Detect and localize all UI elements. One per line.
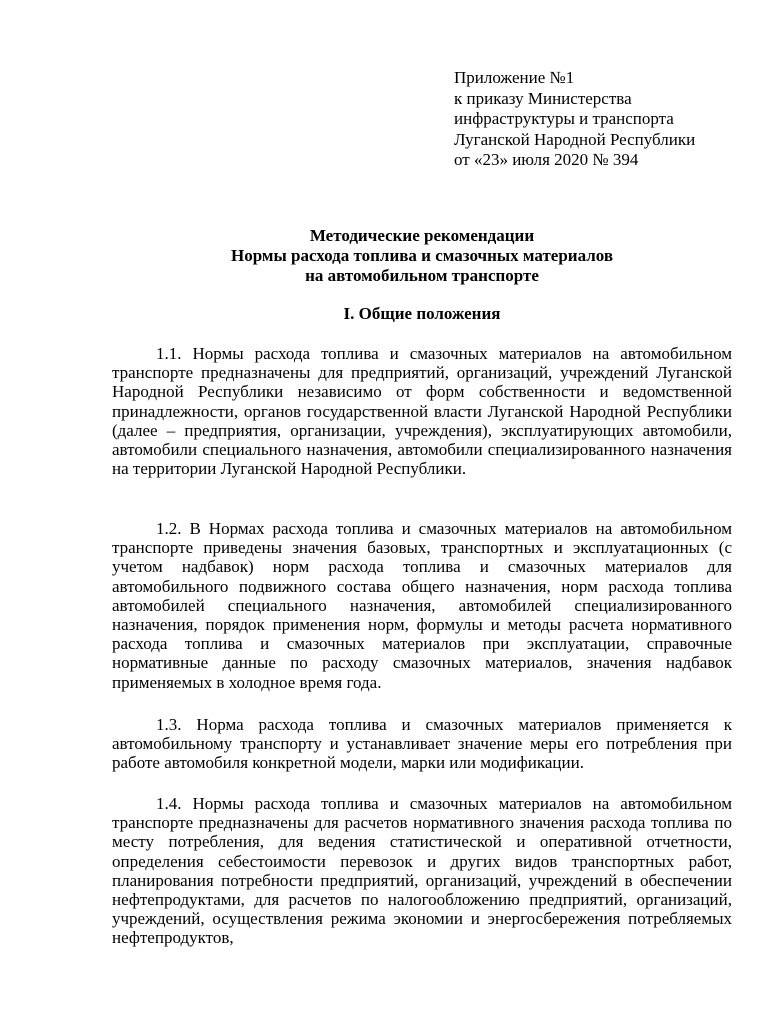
paragraph-number: 1.3. (156, 715, 182, 734)
paragraph-1-2 (112, 519, 732, 692)
appendix-block (454, 68, 754, 171)
paragraph-1-3 (112, 715, 732, 773)
paragraph-text: Нормы расхода топлива и смазочных материалов на автомобильном транспорте предназначены для расчетов нормативного значения расхода топлива по месту потребления, для ведения статистической и оперативной отчетности, определения себестоимости перевозок и других видов транспортных работ, планирования потребности предприятий, организаций, учреждений в обеспечении нефтепродуктами, для расчетов по налогообложению предприятий, организаций, учреждений, осуществления режима экономии и энергосбережения потребляемых нефтепродуктов, (112, 794, 732, 948)
paragraph-1-1 (112, 344, 732, 478)
title-line: на автомобильном транспорте (305, 266, 539, 285)
paragraph-text: Нормы расхода топлива и смазочных материалов на автомобильном транспорте предназначены для предприятий, организаций, учреждений Луганской Народной Республики независимо от форм собственности и ведомственной принадлежности, органов государственной власти Луганской Народной Республики (далее – предприятия, организации, учреждения), эксплуатирующих автомобили, автомобили специального назначения, автомобили специализированного назначения на территории Луганской Народной Республики. (112, 344, 732, 479)
paragraph-text: Норма расхода топлива и смазочных материалов применяется к автомобильному транспорту и устанавливает значение меры его потребления при работе автомобиля конкретной модели, марки или модификации. (112, 715, 733, 773)
appendix-line: инфраструктуры и транспорта (454, 109, 674, 128)
appendix-line: Луганской Народной Республики (454, 129, 696, 149)
section-heading: I. Общие положения (343, 304, 501, 323)
paragraph-number: 1.1. (156, 344, 182, 363)
title-line: Нормы расхода топлива и смазочных материалов (230, 246, 614, 265)
document-title (112, 226, 732, 286)
title-line: Методические рекомендации (309, 226, 535, 245)
paragraph-number: 1.2. (156, 519, 182, 538)
appendix-line: к приказу Министерства (454, 88, 632, 108)
appendix-line: от «23» июля 2020 № 394 (454, 150, 639, 169)
paragraph-number: 1.4. (156, 794, 182, 813)
appendix-line: Приложение №1 (454, 68, 575, 87)
paragraph-1-4 (112, 794, 732, 948)
paragraph-text: В Нормах расхода топлива и смазочных материалов на автомобильном транспорте приведены значения базовых, транспортных и эксплуатационных (с учетом надбавок) норм расхода топлива и смазочных материалов для автомобильного подвижного состава общего назначения, норм расхода топлива автомобилей специального назначения, автомобилей специализированного назначения, порядок применения норм, формулы и методы расчета нормативного расхода топлива и смазочных материалов при эксплуатации, справочные нормативные данные по расходу смазочных материалов, значения надбавок применяемых в холодное время года. (112, 519, 733, 692)
